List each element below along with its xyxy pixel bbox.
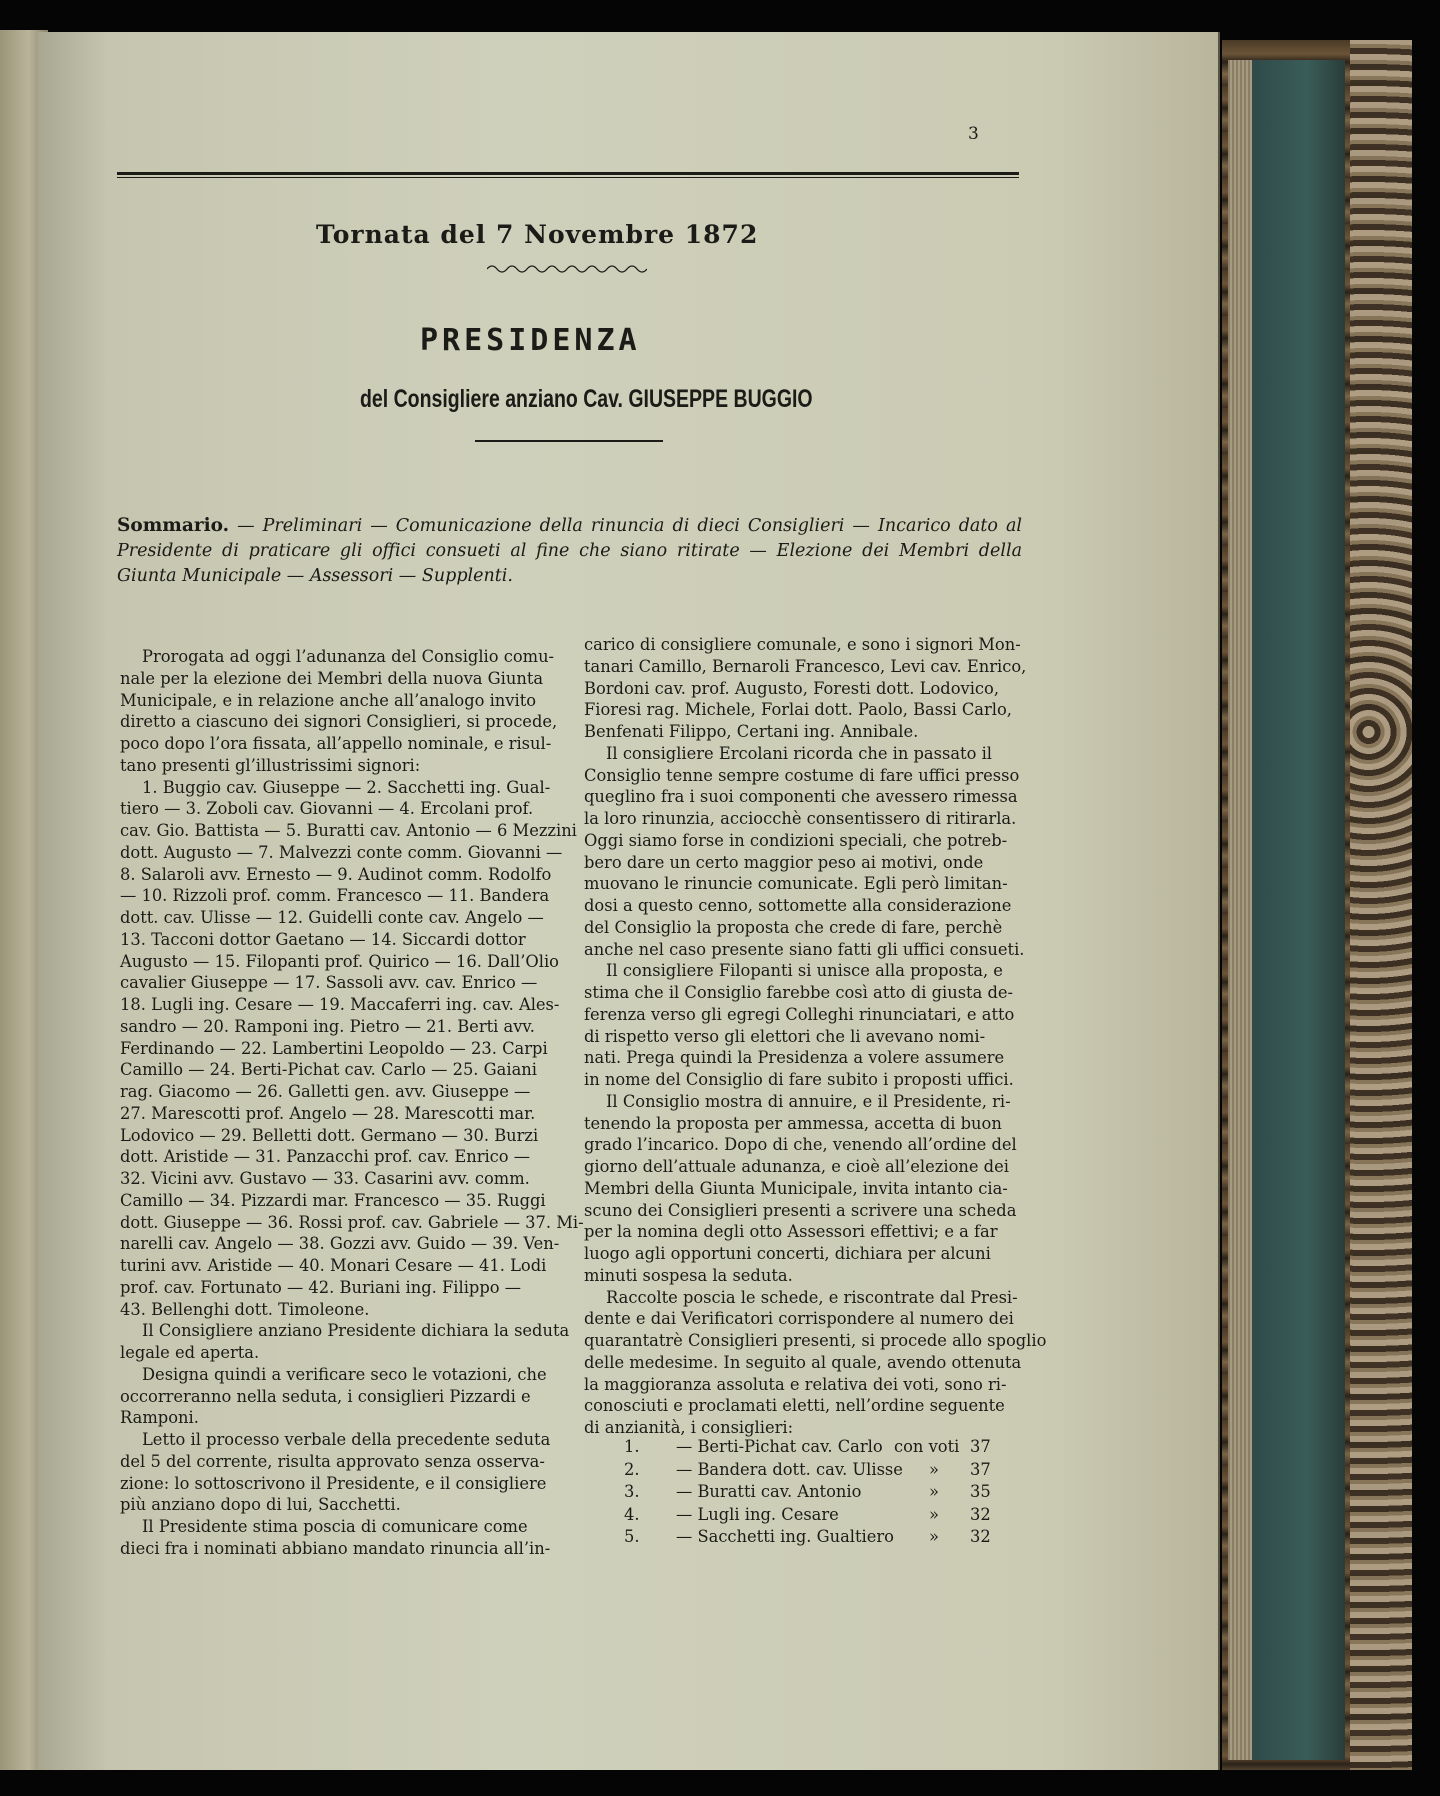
page-number: 3	[968, 124, 979, 144]
text-line: dott. Augusto — 7. Malvezzi conte comm. Giovanni —	[120, 842, 563, 862]
text-line: dott. cav. Ulisse — 12. Guidelli conte cav. Angelo —	[120, 908, 544, 927]
left-column	[120, 646, 584, 1560]
result-number: 1.	[624, 1437, 640, 1456]
header-rule	[117, 172, 1019, 175]
result-name: — Buratti cav. Antonio	[676, 1482, 862, 1501]
text-line: Benfenati Filippo, Certani ing. Annibale.	[584, 722, 919, 741]
text-line: stima che il Consiglio farebbe così atto di giusta de-	[584, 983, 1014, 1002]
text-line: del Consiglio la proposta che crede di fare, perchè	[584, 917, 1003, 937]
text-line: dente e dai Verificatori corrispondere al numero dei	[584, 1309, 1014, 1329]
text-line: diretto a ciascuno dei signori Consiglieri, si procede,	[120, 712, 558, 732]
text-line: Il consigliere Ercolani ricorda che in passato il	[606, 743, 992, 763]
result-number: 2.	[624, 1459, 640, 1479]
text-line: grado l’incarico. Dopo di che, venendo all’ordine del	[584, 1135, 1017, 1155]
text-line: Raccolte poscia le schede, e riscontrate dal Presi-	[606, 1287, 1018, 1307]
text-line: tanari Camillo, Bernaroli Francesco, Levi cav. Enrico,	[584, 656, 1027, 676]
header-rule-thin	[117, 177, 1019, 178]
text-line: Municipale, e in relazione anche all’analogo invito	[120, 690, 537, 710]
text-line: Ferdinando — 22. Lambertini Leopoldo — 23. Carpi	[120, 1038, 548, 1058]
text-line: narelli cav. Angelo — 38. Gozzi avv. Guido — 39. Ven-	[120, 1234, 560, 1254]
text-line: del 5 del corrente, risulta approvato senza osserva-	[120, 1451, 545, 1471]
text-line: Lodovico — 29. Belletti dott. Germano — 30. Burzi	[120, 1125, 539, 1145]
text-line: Il Consigliere anziano Presidente dichiara la seduta	[142, 1321, 570, 1341]
text-line: anche nel caso presente siano fatti gli uffici consueti.	[584, 939, 1025, 959]
text-line: Oggi siamo forse in condizioni speciali, che potreb-	[584, 830, 1008, 850]
result-name: — Sacchetti ing. Gualtiero	[676, 1527, 894, 1546]
text-line: luogo agli opportuni concerti, dichiara per alcuni	[584, 1244, 991, 1263]
text-line: 18. Lugli ing. Cesare — 19. Maccaferri ing. cav. Ales-	[120, 995, 560, 1014]
text-line: 32. Vicini avv. Gustavo — 33. Casarini avv. comm.	[120, 1169, 530, 1188]
text-line: giorno dell’attuale adunanza, e cioè all’elezione dei	[584, 1157, 1009, 1176]
text-line: 8. Salaroli avv. Ernesto — 9. Audinot comm. Rodolfo	[120, 864, 552, 884]
text-line: Il consigliere Filopanti si unisce alla proposta, e	[606, 961, 1003, 981]
text-line: legale ed aperta.	[120, 1343, 260, 1362]
result-votes-label: »	[929, 1527, 939, 1546]
text-line: in nome del Consiglio di fare subito i proposti uffici.	[584, 1070, 1014, 1089]
text-line: Bordoni cav. prof. Augusto, Foresti dott. Lodovico,	[584, 678, 999, 698]
text-line: Letto il processo verbale della precedente seduta	[142, 1430, 551, 1449]
page-stack-edge	[1228, 60, 1252, 1760]
text-line: 27. Marescotti prof. Angelo — 28. Marescotti mar.	[120, 1103, 536, 1123]
text-line: turini avv. Aristide — 40. Monari Cesare — 41. Lodi	[120, 1256, 547, 1275]
text-line: muovano le rinuncie comunicate. Egli però limitan-	[584, 874, 1008, 894]
text-line: nati. Prega quindi la Presidenza a volere assumere	[584, 1048, 1005, 1068]
text-line: Membri della Giunta Municipale, invita intanto cia-	[584, 1178, 1008, 1198]
presidency-heading: PRESIDENZA	[420, 323, 641, 358]
text-line: prof. cav. Fortunato — 42. Buriani ing. Filippo —	[120, 1277, 522, 1297]
result-votes-label: con voti	[894, 1437, 960, 1456]
text-line: tenendo la proposta per ammessa, accetta di buon	[584, 1113, 1002, 1133]
text-line: dott. Giuseppe — 36. Rossi prof. cav. Gabriele — 37. Mi-	[120, 1212, 584, 1232]
result-votes-label: »	[929, 1459, 939, 1479]
text-line: Camillo — 34. Pizzardi mar. Francesco — 35. Ruggi	[120, 1190, 546, 1210]
summary	[117, 513, 1022, 589]
result-name: — Bandera dott. cav. Ulisse	[676, 1459, 903, 1479]
result-number: 3.	[624, 1482, 640, 1501]
text-line: conosciuti e proclamati eletti, nell’ordine seguente	[584, 1396, 1005, 1416]
result-votes-label: »	[929, 1504, 939, 1524]
text-line: Prorogata ad oggi l’adunanza del Consiglio comu-	[142, 647, 555, 666]
text-line: Ramponi.	[120, 1408, 199, 1428]
text-line: Augusto — 15. Filopanti prof. Quirico — 16. Dall’Olio	[120, 951, 559, 971]
text-line: Il Presidente stima poscia di comunicare come	[142, 1517, 528, 1536]
text-line: zione: lo sottoscrivono il Presidente, e il consigliere	[120, 1473, 547, 1493]
result-votes: 32	[970, 1504, 991, 1524]
text-line: Camillo — 24. Berti-Pichat cav. Carlo — 25. Gaiani	[120, 1060, 537, 1080]
text-line: di rispetto verso gli elettori che li avevano nomi-	[584, 1026, 986, 1046]
text-line: scuno dei Consiglieri presenti a scrivere una scheda	[584, 1200, 1017, 1220]
text-line: carico di consigliere comunale, e sono i signori Mon-	[584, 635, 1021, 654]
text-line: minuti sospesa la seduta.	[584, 1265, 793, 1285]
text-line: quarantatrè Consiglieri presenti, si procede allo spoglio	[584, 1331, 1047, 1350]
result-votes: 32	[970, 1527, 991, 1546]
result-votes-label: »	[929, 1482, 939, 1501]
text-line: 43. Bellenghi dott. Timoleone.	[120, 1299, 370, 1319]
text-line: delle medesime. In seguito al quale, avendo ottenuta	[584, 1352, 1022, 1372]
text-line: Designa quindi a verificare seco le votazioni, che	[142, 1364, 547, 1384]
result-name: — Lugli ing. Cesare	[676, 1504, 839, 1524]
text-line: più anziano dopo di lui, Sacchetti.	[120, 1495, 401, 1515]
result-votes: 37	[970, 1437, 991, 1456]
text-line: Consiglio tenne sempre costume di fare uffici presso	[584, 765, 1020, 785]
text-line: occorreranno nella seduta, i consiglieri Pizzardi e	[120, 1386, 531, 1406]
text-line: dosi a questo cenno, sottomette alla considerazione	[584, 896, 1012, 915]
result-name: — Berti-Pichat cav. Carlo	[676, 1437, 883, 1456]
text-line: cavalier Giuseppe — 17. Sassoli avv. cav. Enrico —	[120, 973, 538, 993]
section-divider	[475, 440, 663, 442]
text-line: di anzianità, i consiglieri:	[584, 1418, 794, 1437]
text-line: nale per la elezione dei Membri della nuova Giunta	[120, 668, 544, 688]
summary-text: — Preliminari — Comunicazione della rinuncia di dieci Consiglieri — Incarico dato al Presidente di praticare gli offici consueti al fine che siano ritirate — Elezione dei Membri della Giunta Municipale — Assessori — Supplenti.	[117, 516, 1022, 586]
text-line: 1. Buggio cav. Giuseppe — 2. Sacchetti ing. Gual-	[142, 777, 551, 797]
result-votes: 37	[970, 1459, 991, 1479]
text-line: poco dopo l’ora fissata, all’appello nominale, e risul-	[120, 734, 552, 753]
text-line: rag. Giacomo — 26. Galletti gen. avv. Giuseppe —	[120, 1082, 531, 1101]
marbled-cover-edge	[1350, 40, 1412, 1770]
text-line: tiero — 3. Zoboli cav. Giovanni — 4. Ercolani prof.	[120, 799, 534, 819]
result-number: 4.	[624, 1504, 640, 1524]
result-number: 5.	[624, 1527, 640, 1546]
text-line: cav. Gio. Battista — 5. Buratti cav. Antonio — 6 Mezzini	[120, 821, 577, 840]
summary-label: Sommario.	[117, 515, 230, 536]
text-line: sandro — 20. Ramponi ing. Pietro — 21. Berti avv.	[120, 1016, 535, 1036]
text-line: Il Consiglio mostra di annuire, e il Presidente, ri-	[606, 1091, 1011, 1111]
text-line: dott. Aristide — 31. Panzacchi prof. cav. Enrico —	[120, 1147, 531, 1167]
text-line: ferenza verso gli egregi Colleghi rinunciatari, e atto	[584, 1004, 1015, 1024]
text-line: dieci fra i nominati abbiano mandato rinuncia all’in-	[120, 1538, 551, 1558]
text-line: bero dare un certo maggior peso ai motivi, onde	[584, 852, 984, 872]
text-line: Fioresi rag. Michele, Forlai dott. Paolo, Bassi Carlo,	[584, 700, 1012, 720]
presidency-subheading: del Consigliere anziano Cav. GIUSEPPE BUGGIO	[360, 385, 813, 413]
text-line: — 10. Rizzoli prof. comm. Francesco — 11. Bandera	[120, 886, 550, 906]
text-line: la loro rinunzia, acciocchè consentissero di ritirarla.	[584, 809, 1017, 828]
right-column	[584, 634, 1047, 1439]
result-votes: 35	[970, 1482, 991, 1501]
spine-cloth-band	[1250, 60, 1345, 1760]
text-line: la maggioranza assoluta e relativa dei voti, sono ri-	[584, 1374, 1007, 1394]
text-line: 13. Tacconi dottor Gaetano — 14. Siccardi dottor	[120, 929, 526, 949]
session-title: Tornata del 7 Novembre 1872	[316, 220, 759, 249]
wave-ornament	[487, 262, 647, 276]
text-line: per la nomina degli otto Assessori effettivi; e a far	[584, 1222, 998, 1242]
text-line: tano presenti gl’illustrissimi signori:	[120, 755, 421, 775]
text-line: queglino fra i suoi componenti che avessero rimessa	[584, 787, 1018, 807]
